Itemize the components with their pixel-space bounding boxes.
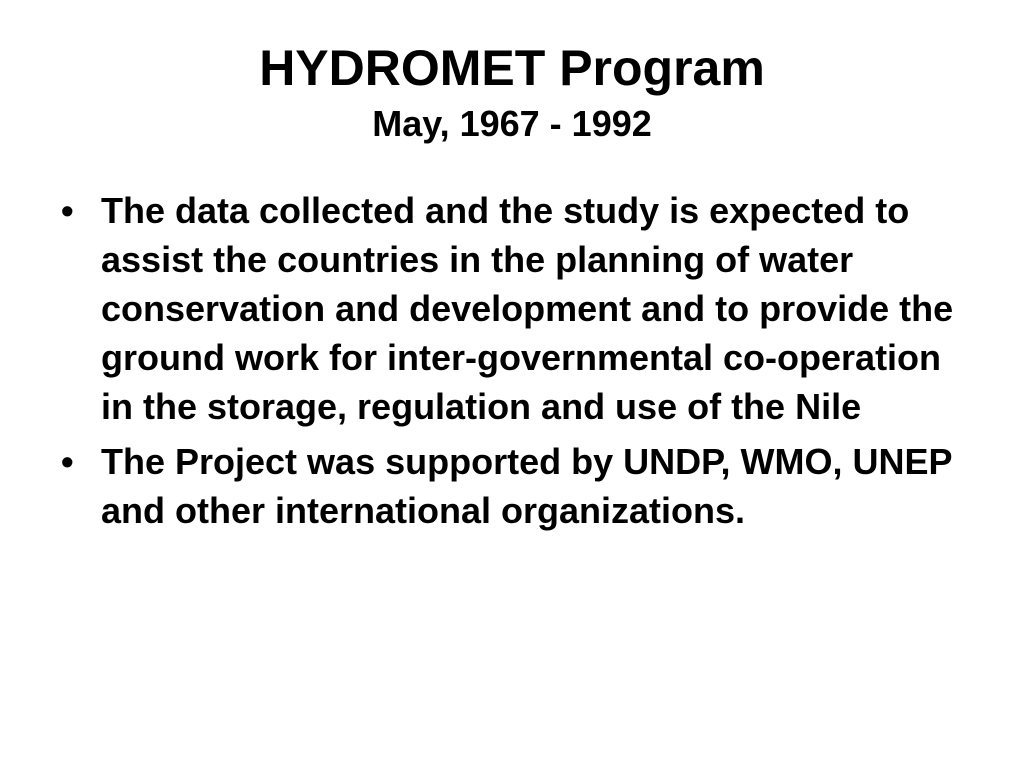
bullet-item: [57, 437, 977, 535]
slide-title: HYDROMET Program: [259, 40, 765, 96]
bullet-text: The data collected and the study is expected to assist the countries in the planning of water conservation and development and to provide the ground work for inter-governmental co-operation in the storage, regulation and use of the Nile: [101, 190, 954, 427]
bullet-dot-icon: •: [61, 190, 74, 231]
title-block: [0, 40, 1024, 144]
slide-subtitle: May, 1967 - 1992: [372, 103, 652, 144]
bullet-list: [57, 186, 977, 541]
bullet-text: The Project was supported by UNDP, WMO, UNEP and other international organizations.: [101, 441, 952, 531]
bullet-dot-icon: •: [61, 441, 74, 482]
bullet-item: [57, 186, 977, 431]
